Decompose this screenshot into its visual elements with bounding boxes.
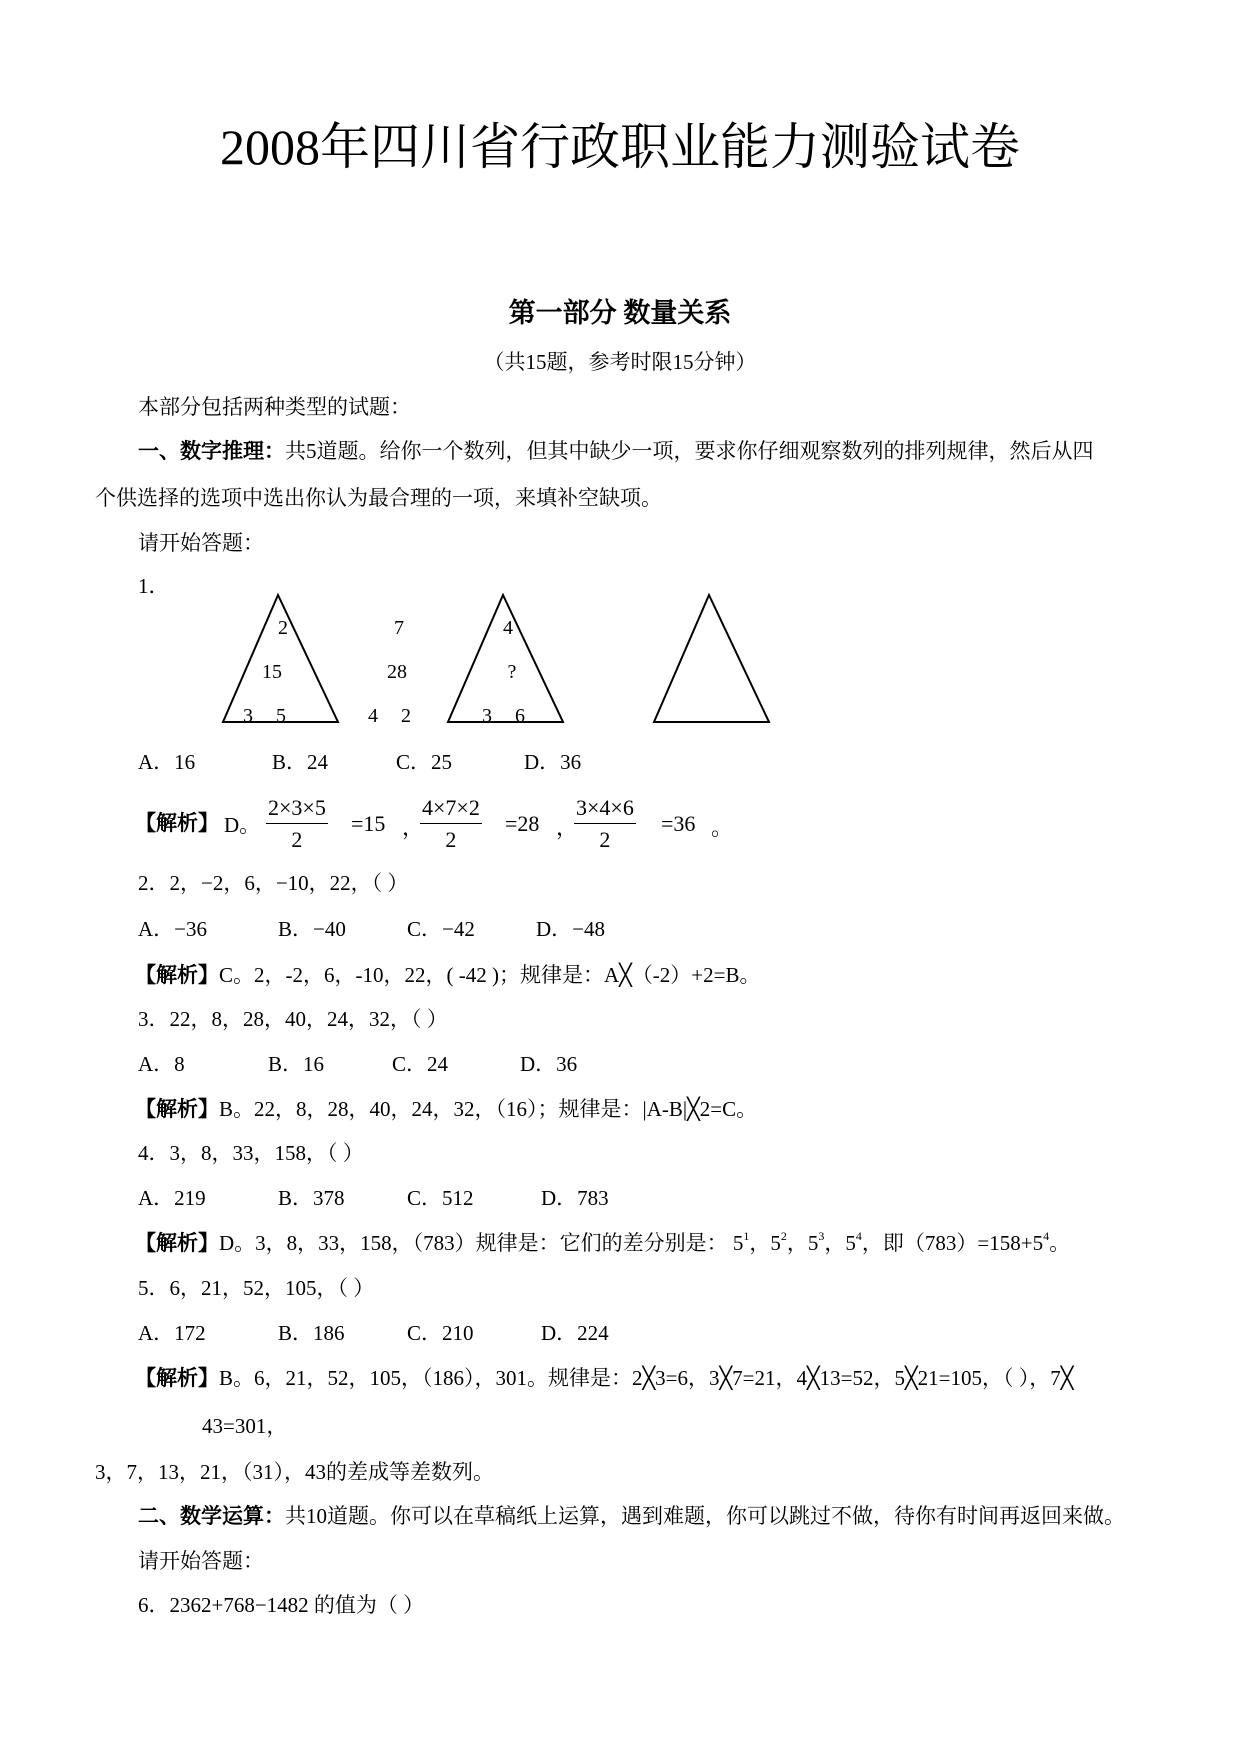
q3-option-d: D．36 — [520, 1052, 578, 1076]
q1-option-c: C．25 — [396, 750, 453, 774]
q1-triangles-figure — [0, 0, 1240, 760]
section1-text-cont: 个供选择的选项中选出你认为最合理的一项，来填补空缺项。 — [95, 486, 662, 510]
q4-analysis: 【解析】D。3，8，33，158，（783）规律是：它们的差分别是： $5^1$，$5^2$，$5^3$，$5^4$，即$(783)=158+5^4$。 — [135, 1229, 1071, 1255]
q4-option-b: B．378 — [278, 1186, 345, 1210]
tri1-right: 5 — [276, 705, 286, 727]
tri2-left: 4 — [368, 705, 378, 727]
q4-analysis-text: D。3，8，33，158，（783）规律是：它们的差分别是： — [219, 1231, 728, 1255]
tri2-top: 7 — [394, 617, 404, 639]
q2-analysis-text: C。2，-2，6，-10，22，( -42 )；规律是：A╳（-2）+2=B。 — [219, 963, 761, 987]
power-2: $5^2$ — [770, 1229, 787, 1255]
q1-analysis-label: 【解析】 — [135, 812, 219, 835]
q1-fraction-2 — [420, 795, 482, 853]
section2-intro — [138, 1506, 1125, 1527]
tri3-mid: ? — [507, 661, 517, 683]
q2-option-b: B．−40 — [278, 917, 346, 941]
power-4: $5^4$ — [845, 1229, 862, 1255]
document-title: 2008年四川省行政职业能力测验试卷 — [220, 119, 1020, 175]
q3-option-c: C．24 — [392, 1052, 449, 1076]
q2-analysis-label: 【解析】 — [135, 964, 219, 987]
tri1-mid: 15 — [262, 661, 282, 683]
q4-analysis-conclusion: ，即（783）=158+ — [861, 1231, 1033, 1255]
power-1: $5^1$ — [732, 1229, 750, 1255]
fraction-3-denominator: 2 — [599, 827, 611, 852]
triangle-1 — [223, 595, 338, 722]
fraction-2-numerator: 4×7×2 — [420, 795, 482, 824]
q4-stem: 4．3，8，33，158，（ ） — [138, 1141, 364, 1165]
q1-number: 1． — [138, 574, 170, 598]
q1-fraction-1 — [266, 795, 328, 853]
q5-analysis-text: B。6，21，52，105，（186），301。规律是：2╳3=6，3╳7=21，4╳13=52，5╳21=105，（ ），7╳ — [219, 1366, 1074, 1390]
q5-option-a: A．172 — [138, 1321, 206, 1345]
fraction-3-result: =36 — [661, 811, 696, 836]
q4-option-c: C．512 — [407, 1186, 474, 1210]
tri3-left: 3 — [482, 705, 492, 727]
q2-option-d: D．−48 — [536, 917, 606, 941]
q3-analysis-label: 【解析】 — [135, 1098, 219, 1121]
section1-label: 一、数字推理： — [138, 439, 285, 463]
q2-analysis — [135, 965, 760, 986]
fraction-2-denominator: 2 — [445, 827, 457, 852]
q4-option-d: D．783 — [541, 1186, 609, 1210]
tri1-left: 3 — [243, 705, 253, 727]
power-3: $5^3$ — [807, 1229, 825, 1255]
q1-option-b: B．24 — [272, 750, 329, 774]
q2-option-c: C．−42 — [407, 917, 475, 941]
q5-analysis-label: 【解析】 — [135, 1367, 219, 1390]
q5-analysis-cont: 43=301， — [202, 1414, 288, 1438]
q2-option-a: A．−36 — [138, 917, 208, 941]
q3-option-b: B．16 — [268, 1052, 325, 1076]
fraction-1-numerator: 2×3×5 — [266, 795, 328, 824]
q4-option-a: A．219 — [138, 1186, 206, 1210]
start-prompt-2: 请开始答题： — [138, 1549, 264, 1573]
q1-option-a: A．16 — [138, 750, 196, 774]
q3-option-a: A．8 — [138, 1052, 185, 1076]
q1-option-d: D．36 — [524, 750, 582, 774]
section2-label: 二、数学运算： — [138, 1504, 285, 1528]
q5-analysis-note: 3，7，13，21，（31），43的差成等差数列。 — [95, 1460, 494, 1484]
tri3-top: 4 — [503, 617, 513, 639]
fraction-1-denominator: 2 — [291, 827, 303, 852]
power-5: $5^4$ — [1032, 1229, 1050, 1255]
q2-stem: 2．2，−2，6，−10，22，（ ） — [138, 871, 409, 895]
part-subtitle: （共15题，参考时限15分钟） — [483, 350, 757, 374]
q4-analysis-label: 【解析】 — [135, 1232, 219, 1255]
start-prompt: 请开始答题： — [138, 531, 264, 555]
section2-text: 共10道题。你可以在草稿纸上运算，遇到难题，你可以跳过不做，待你有时间再返回来做。 — [285, 1504, 1125, 1528]
fraction-1-result: =15 — [351, 811, 386, 836]
q5-option-d: D．224 — [541, 1321, 609, 1345]
triangle-4 — [654, 595, 769, 722]
section1-text: 共5道题。给你一个数列，但其中缺少一项，要求你仔细观察数列的排列规律，然后从四 — [285, 439, 1094, 463]
tri3-right: 6 — [515, 705, 525, 727]
q3-stem: 3．22，8，28，40，24，32，（ ） — [138, 1007, 448, 1031]
fraction-separator-1: ， — [402, 815, 425, 840]
q1-answer: D。 — [224, 813, 261, 837]
tri2-right: 2 — [401, 705, 411, 727]
q1-analysis-end: 。 — [711, 815, 734, 840]
fraction-3-numerator: 3×4×6 — [574, 795, 636, 824]
fraction-separator-2: ， — [556, 815, 579, 840]
q5-option-c: C．210 — [407, 1321, 474, 1345]
q5-analysis — [135, 1368, 1073, 1389]
triangle-3 — [448, 595, 563, 722]
q1-fraction-3 — [574, 795, 636, 853]
tri2-mid: 28 — [387, 661, 407, 683]
part-title: 第一部分 数量关系 — [508, 298, 732, 328]
fraction-2-result: =28 — [505, 811, 540, 836]
q5-stem: 5．6，21，52，105，（ ） — [138, 1276, 375, 1300]
q3-analysis-text: B。22，8，28，40，24，32，（16）；规律是：|A-B|╳2=C。 — [219, 1097, 758, 1121]
intro-text: 本部分包括两种类型的试题： — [138, 395, 411, 419]
tri1-top: 2 — [278, 617, 288, 639]
q5-option-b: B．186 — [278, 1321, 345, 1345]
q6-stem: 6．2362+768−1482 的值为（ ） — [138, 1593, 425, 1617]
q3-analysis — [135, 1099, 757, 1120]
